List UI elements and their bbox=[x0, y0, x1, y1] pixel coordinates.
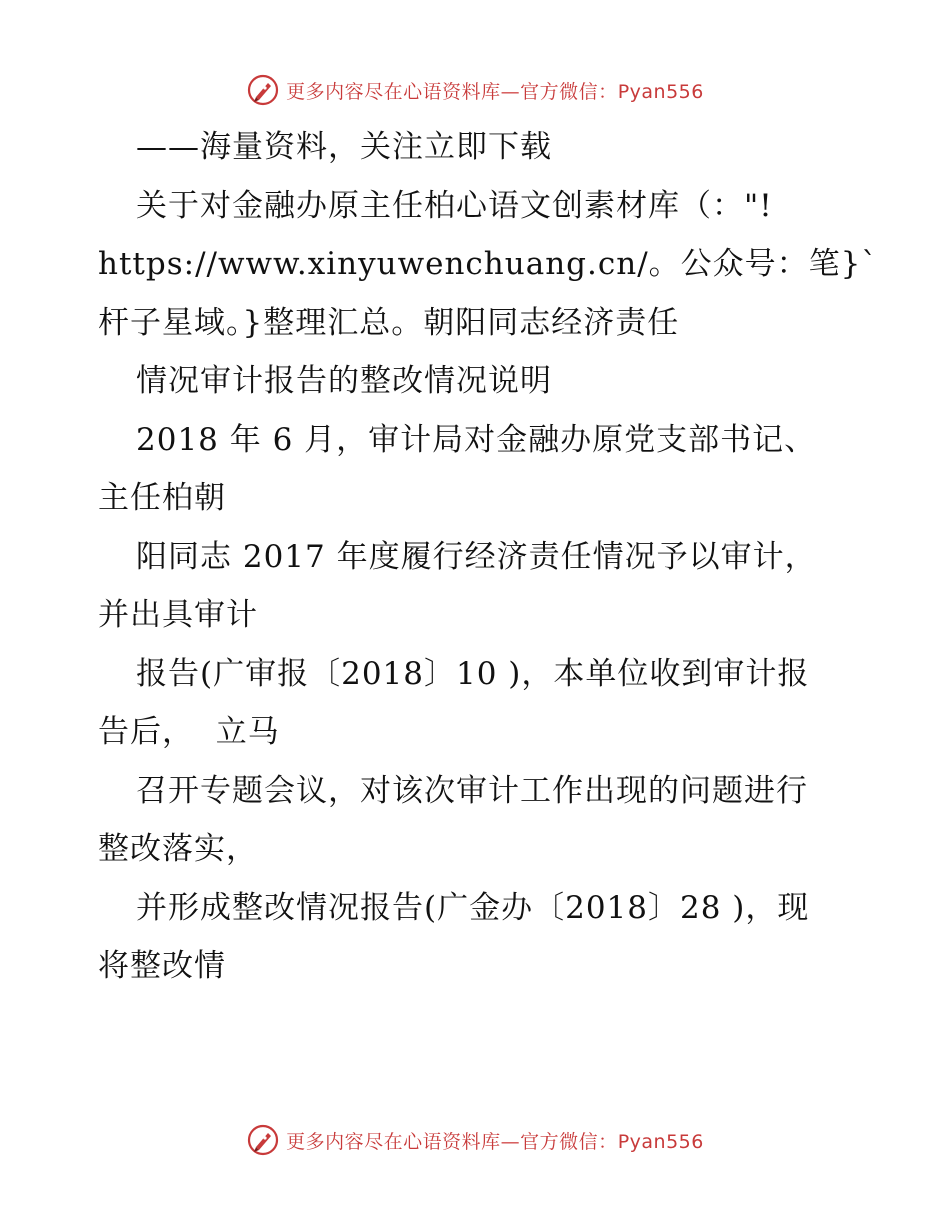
body-line: 报告(广审报〔2018〕10 )，本单位收到审计报 bbox=[136, 655, 810, 692]
body-line: 将整改情 bbox=[98, 948, 226, 984]
body-line: 告后， 立马 bbox=[98, 714, 280, 750]
body-line: 关于对金融办原主任柏心语文创素材库（："! bbox=[136, 187, 773, 224]
footer-banner bbox=[0, 1120, 950, 1160]
body-line: 阳同志 2017 年度履行经济责任情况予以审计， bbox=[136, 538, 817, 575]
body-line: https://www.xinyuwenchuang.cn/。公众号：笔}` bbox=[98, 246, 878, 282]
body-line: ——海量资料，关注立即下载 bbox=[136, 129, 552, 165]
body-line: 主任柏朝 bbox=[98, 480, 226, 516]
pen-logo-icon bbox=[246, 1123, 280, 1157]
document-body bbox=[98, 118, 888, 996]
body-line: 整改落实， bbox=[98, 831, 258, 867]
body-line: 2018 年 6 月，审计局对金融办原党支部书记、 bbox=[136, 421, 817, 458]
body-line: 并出具审计 bbox=[98, 597, 258, 633]
body-line: 杆子星域。}整理汇总。朝阳同志经济责任 bbox=[98, 304, 680, 341]
pen-logo-icon bbox=[246, 73, 280, 107]
body-line: 情况审计报告的整改情况说明 bbox=[136, 363, 552, 399]
body-line: 召开专题会议，对该次审计工作出现的问题进行 bbox=[136, 772, 808, 809]
header-banner bbox=[0, 70, 950, 110]
body-line: 并形成整改情况报告(广金办〔2018〕28 )，现 bbox=[136, 889, 810, 926]
header-banner-text: 更多内容尽在心语资料库—官方微信：Pyan556 bbox=[286, 80, 704, 103]
footer-banner-text: 更多内容尽在心语资料库—官方微信：Pyan556 bbox=[286, 1130, 704, 1153]
